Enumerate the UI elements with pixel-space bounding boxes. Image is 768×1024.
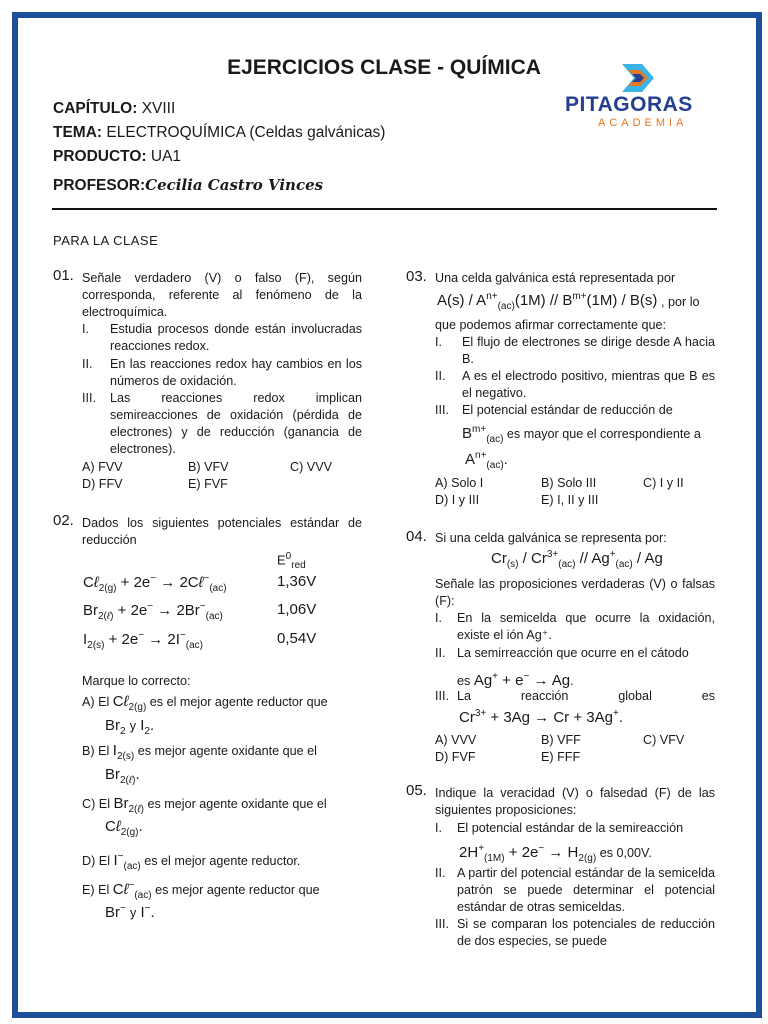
q02-option-c: C) El $Br_{2(\ell)}$ es mejor agente oxidante que el: [82, 795, 327, 815]
q01-stem: Señale verdadero (V) o falso (F), según corresponda, referente al fenómeno de la electroquímica.: [82, 271, 362, 319]
section-heading: PARA LA CLASE: [53, 233, 159, 248]
q01-item: En las reacciones redox hay cambios en los números de oxidación.: [110, 357, 362, 388]
q05-item-num: III.: [435, 917, 449, 931]
q03-cell-notation: $A(s) / A^{n+}_{(ac)}(1M) // B^{m+}(1M) / B(s)$: [437, 291, 658, 312]
q01-item-num: I.: [82, 322, 89, 336]
q03-option-e: E) I, II y III: [541, 493, 599, 507]
q01-item: Estudia procesos donde están involucradas reacciones redox.: [110, 322, 362, 353]
q04-item-num: III.: [435, 689, 449, 703]
page-title: EJERCICIOS CLASE - QUÍMICA: [227, 56, 541, 79]
q01-option-b: B) VFV: [188, 460, 229, 474]
q02-option-e: E) El Cℓ−$_{(ac)}$ es mejor agente reductor que: [82, 880, 320, 901]
q01-item-num: II.: [82, 357, 93, 371]
q04-option-d: D) FVF: [435, 750, 476, 764]
q03-stem-cont: , por lo: [661, 295, 700, 309]
q05-item: Si se comparan los potenciales de reducción de dos especies, se puede: [457, 917, 715, 948]
profesor-line: PROFESOR:Cecilia Castro Vinces: [53, 176, 324, 194]
q02-stem: Dados los siguientes potenciales estándar de reducción: [82, 516, 362, 547]
q01-option-e: E) FVF: [188, 477, 228, 491]
q03-item: A es el electrodo positivo, mientras que B es el negativo.: [462, 369, 715, 400]
q04-item-num: II.: [435, 646, 446, 660]
q02-option-c-cont: Cℓ$_{2(g)}$.: [105, 818, 143, 838]
q05-item: A partir del potencial estándar de la semicelda patrón se puede determinar el potencial estándar de otras semiceldas.: [457, 866, 715, 914]
q02-option-d: D) El $I^-_{(ac)}$ es el mejor agente reductor.: [82, 851, 301, 872]
q04-item: La reacción global es: [457, 689, 715, 703]
logo-wordmark: PITAGORAS: [565, 93, 693, 116]
q04-item-num: I.: [435, 611, 442, 625]
q05-item: El potencial estándar de la semireacción: [457, 821, 684, 835]
q02-ered-header: $E^0_{red}$: [277, 551, 306, 571]
q05-stem: Indique la veracidad (V) o falsedad (F) de las siguientes proposiciones:: [435, 786, 715, 817]
q03-item-num: I.: [435, 335, 442, 349]
q04-option-a: A) VVV: [435, 733, 477, 747]
q01-item: Las reacciones redox implican semireacciones de oxidación (pérdida de electrones) y de reducción (ganancia de electrones).: [110, 391, 362, 456]
q04-option-c: C) VFV: [643, 733, 685, 747]
q04-cell-notation: $Cr_{(s)} / Cr^{3+}_{(ac)} // Ag^+_{(ac)}$ / Ag: [491, 549, 663, 570]
q03-number: 03.: [406, 268, 427, 285]
q03-item-num: III.: [435, 403, 449, 417]
pitagoras-logo-icon: [618, 62, 658, 94]
q04-stem-cont: Señale las proposiciones verdaderas (V) o falsas (F):: [435, 577, 715, 608]
q03-option-c: C) I y II: [643, 476, 684, 490]
q02-number: 02.: [53, 512, 74, 529]
q04-item2-cont: es Ag+ + e− → Ag.: [457, 671, 574, 689]
q02-marque: Marque lo correcto:: [82, 674, 191, 688]
q02-option-b: B) El $I_{2(s)}$ es mejor agente oxidante que el: [82, 742, 317, 762]
q02-val3: 0,54V: [277, 630, 317, 647]
q05-item-num: I.: [435, 821, 442, 835]
q03-option-a: A) Solo I: [435, 476, 484, 490]
q04-global-eq: $Cr^{3+} + 3Ag \to Cr + 3Ag^+$.: [459, 708, 623, 726]
q01-item-num: III.: [82, 391, 96, 405]
q01-option-a: A) FVV: [82, 460, 123, 474]
q03-item3-ion: $A^{n+}_{(ac)}$.: [465, 450, 508, 471]
q04-stem: Si una celda galvánica se representa por:: [435, 531, 667, 545]
q03-item: El potencial estándar de reducción de: [462, 403, 673, 417]
q03-option-d: D) I y III: [435, 493, 480, 507]
q04-item: La semirreacción que ocurre en el cátodo: [457, 646, 689, 660]
q05-item-num: II.: [435, 866, 446, 880]
q03-item3-cont: $B^{m+}_{(ac)}$ es mayor que el correspondiente a: [462, 424, 701, 445]
header-divider: [52, 208, 717, 210]
tema-line: TEMA: ELECTROQUÍMICA (Celdas galvánicas): [53, 124, 386, 141]
q03-item-num: II.: [435, 369, 446, 383]
q01-number: 01.: [53, 267, 74, 284]
q01-option-d: D) FFV: [82, 477, 123, 491]
q02-option-a-cont: $Br_2$ y $I_2$.: [105, 717, 155, 737]
producto-line: PRODUCTO: UA1: [53, 148, 182, 165]
q03-stem-cont2: que podemos afirmar correctamente que:: [435, 318, 667, 332]
q02-eq2: $Br_{2(\ell)} + 2e^- \to 2Br^-_{(ac)}$: [83, 601, 223, 622]
q02-eq1: Cℓ$_{2(g)}$ + 2e− → 2Cℓ−$_{(ac)}$: [83, 573, 227, 594]
q01-option-c: C) VVV: [290, 460, 332, 474]
q02-option-a: A) El Cℓ$_{2(g)}$ es el mejor agente reductor que: [82, 693, 328, 713]
q04-option-b: B) VFF: [541, 733, 581, 747]
q04-option-e: E) FFF: [541, 750, 581, 764]
q02-option-b-cont: $Br_{2(\ell)}$.: [105, 766, 140, 786]
q02-val2: 1,06V: [277, 601, 317, 618]
q04-item: En la semicelda que ocurre la oxidación, existe el ión Ag⁺.: [457, 611, 715, 642]
q03-item: El flujo de electrones se dirige desde A hacia B.: [462, 335, 715, 366]
q02-val1: 1,36V: [277, 573, 317, 590]
q02-option-e-cont: Br− y I−.: [105, 903, 155, 921]
q04-number: 04.: [406, 528, 427, 545]
q05-item1-cont: $2H^+_{(1M)} + 2e^- \to H_{2(g)}$ es 0,00V.: [459, 843, 652, 864]
q03-option-b: B) Solo III: [541, 476, 597, 490]
q05-number: 05.: [406, 782, 427, 799]
capitulo-line: CAPÍTULO: XVIII: [53, 100, 176, 117]
q02-eq3: $I_{2(s)} + 2e^- \to 2I^-_{(ac)}$: [83, 630, 203, 651]
logo-subtitle: ACADEMIA: [598, 117, 688, 129]
q03-stem: Una celda galvánica está representada por: [435, 271, 676, 285]
